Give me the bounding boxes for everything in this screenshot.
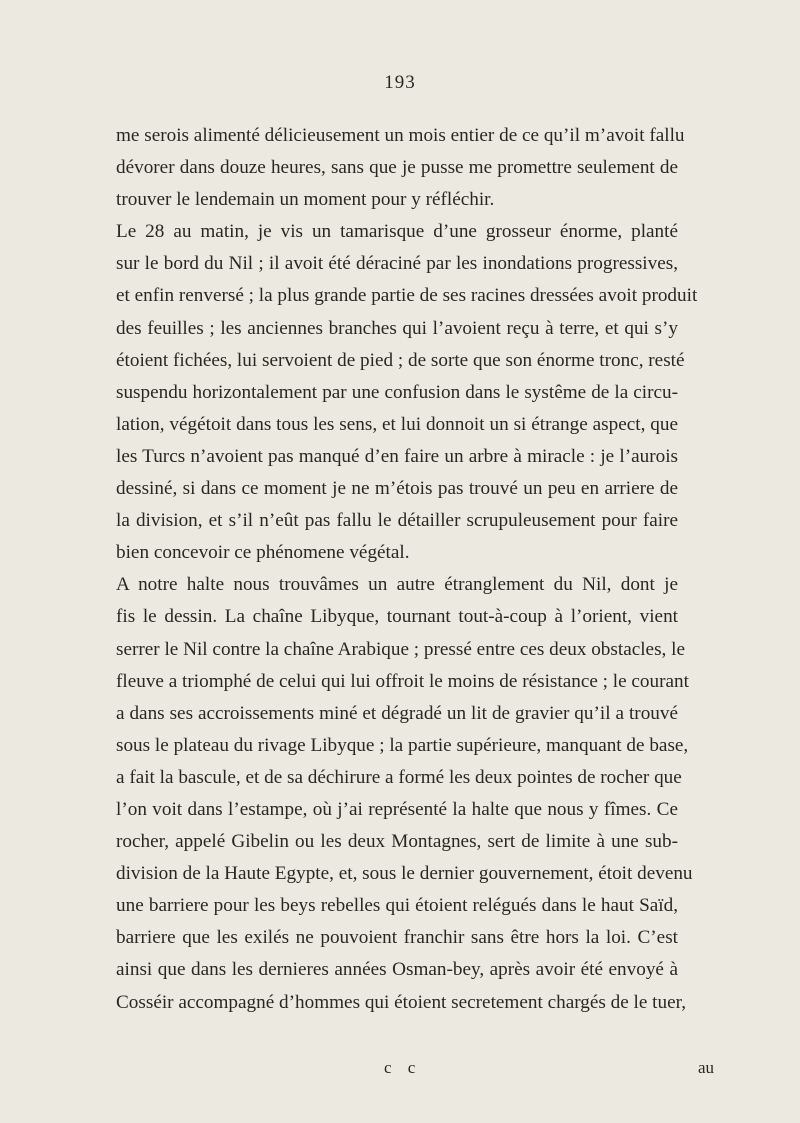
text-line: lation, végétoit dans tous les sens, et lui donnoit un si étrange aspect, que <box>116 413 678 435</box>
text-line: barriere que les exilés ne pouvoient franchir sans être hors la loi. C’est <box>116 927 678 949</box>
text-line: suspendu horizontalement par une confusion dans le systême de la circu- <box>116 381 678 403</box>
text-line: la division, et s’il n’eût pas fallu le détailler scrupuleusement pour faire <box>116 510 678 532</box>
text-line: et enfin renversé ; la plus grande partie de ses racines dressées avoit produit <box>116 285 698 307</box>
text-line: rocher, appelé Gibelin ou les deux Montagnes, sert de limite à une sub- <box>116 831 678 853</box>
text-line: fleuve a triomphé de celui qui lui offroit le moins de résistance ; le courant <box>116 670 689 692</box>
text-line: serrer le Nil contre la chaîne Arabique ; pressé entre ces deux obstacles, le <box>116 638 685 660</box>
text-line: des feuilles ; les anciennes branches qui l’avoient reçu à terre, et qui s’y <box>116 317 678 339</box>
text-line: une barriere pour les beys rebelles qui étoient relégués dans le haut Saïd, <box>116 895 678 917</box>
text-line: Cosséir accompagné d’hommes qui étoient secretement chargés de le tuer, <box>116 991 687 1013</box>
text-line: Le 28 au matin, je vis un tamarisque d’une grosseur énorme, planté <box>116 221 678 243</box>
text-line: dessiné, si dans ce moment je ne m’étois pas trouvé un peu en arriere de <box>116 478 678 500</box>
text-line: ainsi que dans les dernieres années Osman-bey, après avoir été envoyé à <box>116 959 678 981</box>
text-line: sous le plateau du rivage Libyque ; la partie supérieure, manquant de base, <box>116 734 689 756</box>
page-footer <box>0 1058 800 1082</box>
text-line: l’on voit dans l’estampe, où j’ai représenté la halte que nous y fîmes. Ce <box>116 798 678 820</box>
body-text <box>0 120 800 1019</box>
catchword: au <box>698 1058 715 1077</box>
signature-mark: c c <box>384 1058 422 1077</box>
text-line: bien concevoir ce phénomene végétal. <box>116 542 410 564</box>
text-line: les Turcs n’avoient pas manqué d’en faire un arbre à miracle : je l’aurois <box>116 445 678 467</box>
page-number: 193 <box>384 72 416 93</box>
text-line: division de la Haute Egypte, et, sous le dernier gouvernement, étoit devenu <box>116 863 693 885</box>
text-line: a dans ses accroissements miné et dégradé un lit de gravier qu’il a trouvé <box>116 702 678 724</box>
text-line: a fait la bascule, et de sa déchirure a formé les deux pointes de rocher que <box>116 766 682 788</box>
text-line: étoient fichées, lui servoient de pied ; de sorte que son énorme tronc, resté <box>116 349 685 371</box>
text-line: sur le bord du Nil ; il avoit été déraciné par les inondations progressives, <box>116 253 678 275</box>
text-line: A notre halte nous trouvâmes un autre étranglement du Nil, dont je <box>116 574 678 596</box>
text-line: dévorer dans douze heures, sans que je pusse me promettre seulement de <box>116 157 678 179</box>
text-line: me serois alimenté délicieusement un mois entier de ce qu’il m’avoit fallu <box>116 125 685 146</box>
text-line: fis le dessin. La chaîne Libyque, tournant tout-à-coup à l’orient, vient <box>116 606 678 628</box>
text-line: trouver le lendemain un moment pour y réfléchir. <box>116 189 495 211</box>
